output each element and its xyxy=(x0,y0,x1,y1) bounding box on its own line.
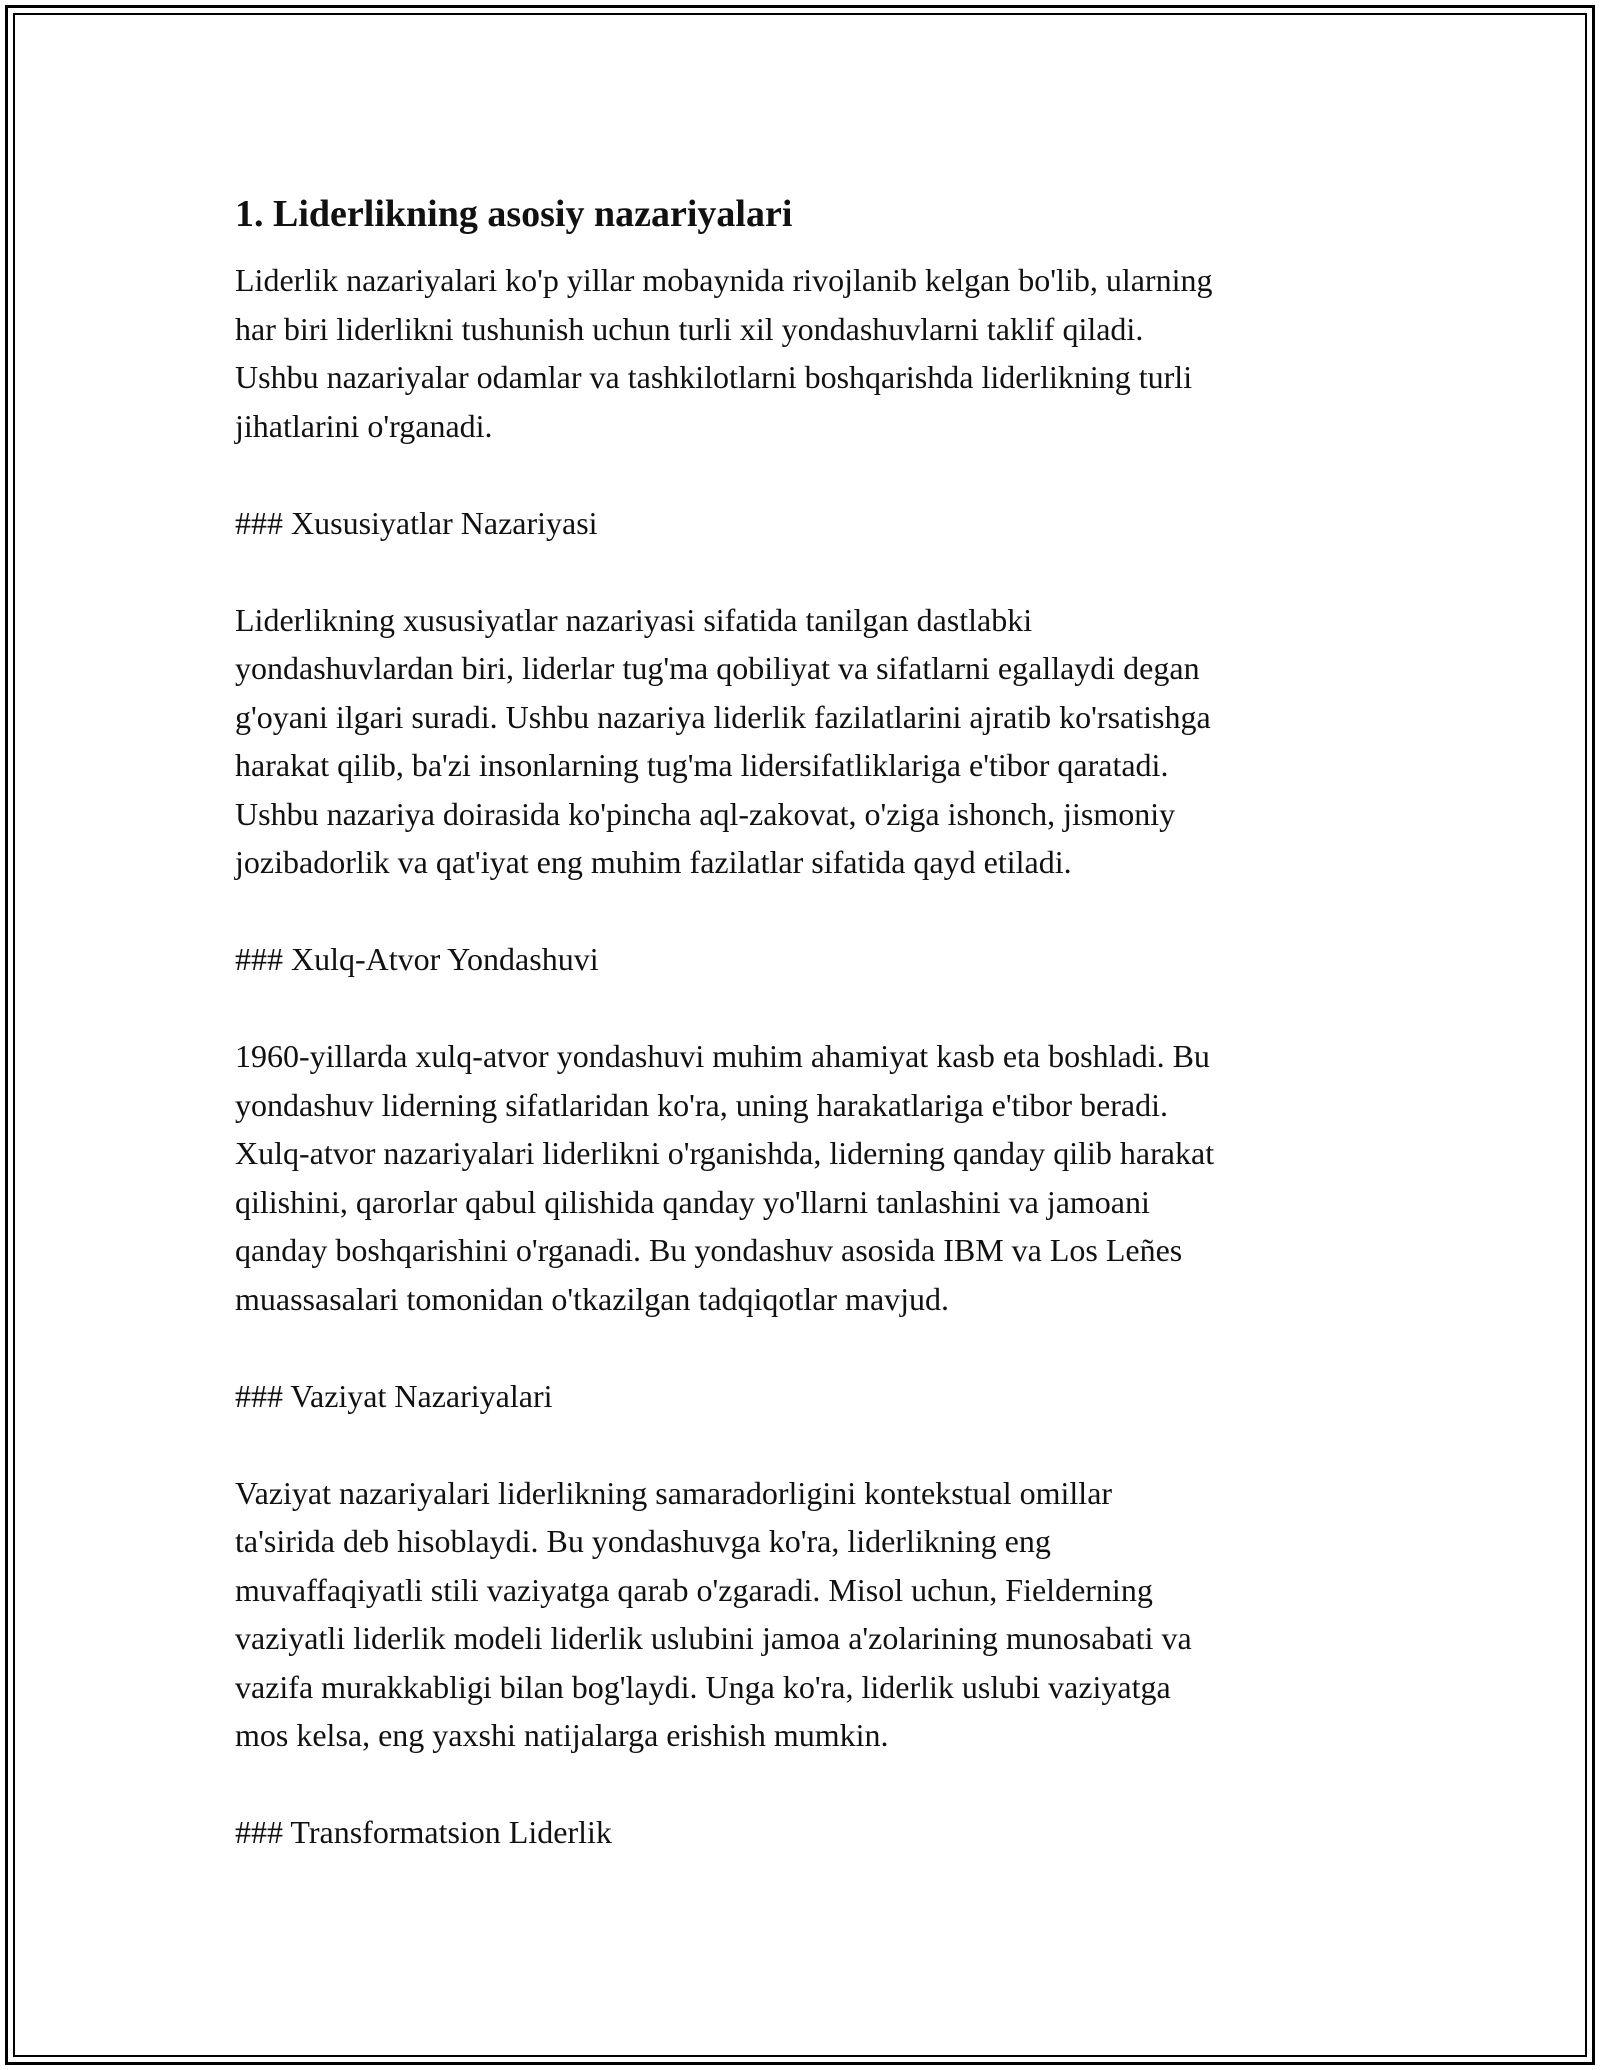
section-heading-vaziyat: ### Vaziyat Nazariyalari xyxy=(235,1377,553,1414)
spacer xyxy=(235,1420,1375,1469)
section-heading-xususiyatlar: ### Xususiyatlar Nazariyasi xyxy=(235,504,598,541)
spacer xyxy=(235,1760,1375,1809)
section-heading-xulq-atvor: ### Xulq-Atvor Yondashuvi xyxy=(235,941,599,977)
spacer xyxy=(235,887,1375,936)
section-heading-transformatsion: ### Transformatsion Liderlik xyxy=(235,1814,612,1850)
section-body-xulq-atvor: 1960-yillarda xulq-atvor yondashuvi muhim ahamiyat kasb eta boshladi. Bu yondashuv liderning sifatlaridan ko'ra, uning harakatlariga e'tibor beradi. Xulq-atvor nazariyalari liderlikni o'rganishda, liderning qanday qilib harakat qilishini, qarorlar qabul qilishida qanday yo'llarni tanlashini va jamoani qanday boshqarishini o'rganadi. Bu yondashuv asosida IBM va Los Leñes muassasalari tomonidan o'tkazilgan tadqiqotlar mavjud. xyxy=(235,1038,1215,1317)
spacer xyxy=(235,984,1375,1033)
document-title: 1. Liderlikning asosiy nazariyalari xyxy=(235,193,793,235)
spacer xyxy=(235,1323,1375,1372)
document-body xyxy=(235,188,1375,1857)
section-body-vaziyat: Vaziyat nazariyalari liderlikning samaradorligini kontekstual omillar ta'sirida deb hisoblaydi. Bu yondashuvga ko'ra, liderlikning eng muvaffaqiyatli stili vaziyatga qarab o'zgaradi. Misol uchun, Fielderning vaziyatli liderlik modeli liderlik uslubini jamoa a'zolarining munosabati va vazifa murakkabligi bilan bog'laydi. Unga ko'ra, liderlik uslubi vaziyatga mos kelsa, eng yaxshi natijalarga erishish mumkin. xyxy=(235,1474,1192,1753)
intro-paragraph: Liderlik nazariyalari ko'p yillar mobaynida rivojlanib kelgan bo'lib, ularning har biri liderlikni tushunish uchun turli xil yondashuvlarni taklif qiladi. Ushbu nazariyalar odamlar va tashkilotlarni boshqarishda liderlikning turli jihatlarini o'rganadi. xyxy=(235,262,1213,444)
spacer xyxy=(235,450,1375,499)
section-body-xususiyatlar: Liderlikning xususiyatlar nazariyasi sifatida tanilgan dastlabki yondashuvlardan biri, liderlar tug'ma qobiliyat va sifatlarni egallaydi degan g'oyani ilgari suradi. Ushbu nazariya liderlik fazilatlarini ajratib ko'rsatishga harakat qilib, ba'zi insonlarning tug'ma lidersifatliklariga e'tibor qaratadi. Ushbu nazariya doirasida ko'pincha aql-zakovat, o'ziga ishonch, jismoniy jozibadorlik va qat'iyat eng muhim fazilatlar sifatida qayd etiladi. xyxy=(235,601,1211,880)
spacer xyxy=(235,547,1375,596)
